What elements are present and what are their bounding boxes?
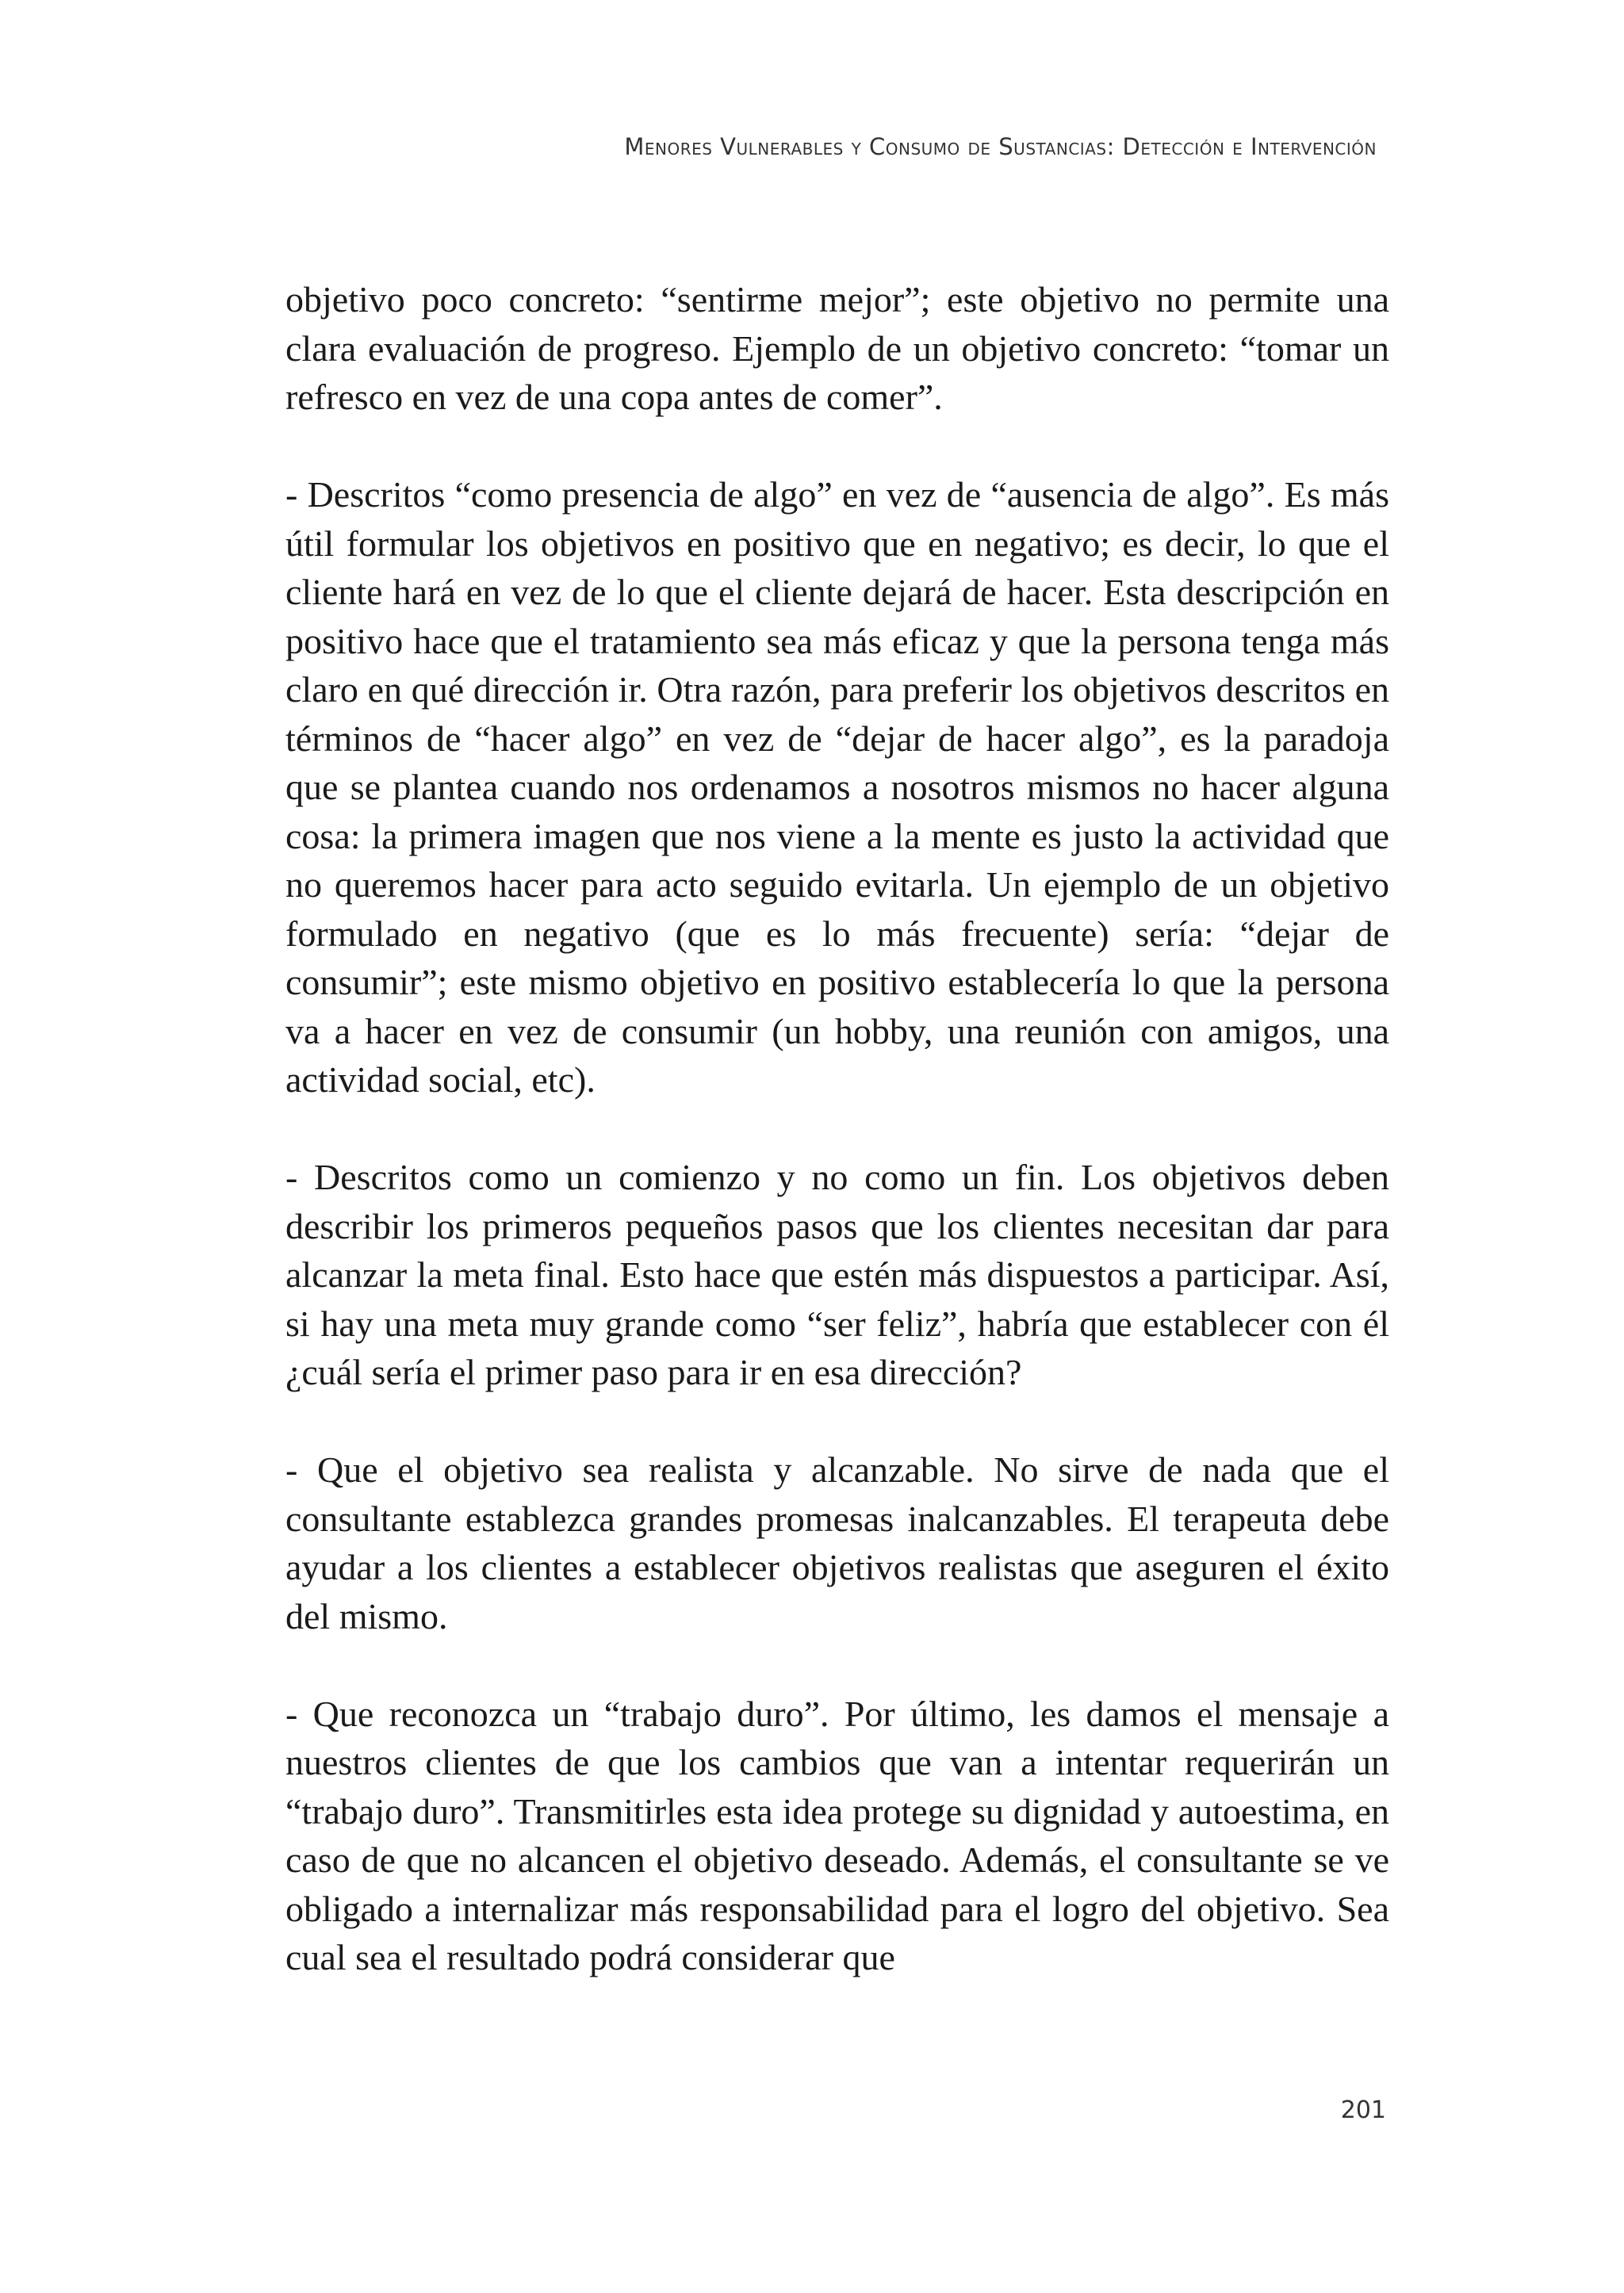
body-text	[285, 275, 1389, 1982]
running-header-title: Menores Vulnerables y Consumo de Sustancias: Detección e Intervención	[624, 133, 1377, 160]
paragraph: objetivo poco concreto: “sentirme mejor”; este objetivo no permite una clara evaluación de progreso. Ejemplo de un objetivo concreto: “tomar un refresco en vez de una copa antes de comer”.	[285, 279, 1389, 417]
paragraph: - Que el objetivo sea realista y alcanzable. No sirve de nada que el consultante establezca grandes promesas inalcanzables. El terapeuta debe ayudar a los clientes a establecer objetivos realistas que aseguren el éxito del mismo.	[285, 1449, 1389, 1636]
page-number: 201	[1340, 2096, 1386, 2124]
paragraph: - Descritos como un comienzo y no como un fin. Los objetivos deben describir los primeros pequeños pasos que los clientes necesitan dar para alcanzar la meta final. Esto hace que estén más dispuestos a participar. Así, si hay una meta muy grande como “ser feliz”, habría que establecer con él ¿cuál sería el primer paso para ir en esa dirección?	[285, 1157, 1389, 1392]
paragraph: - Descritos “como presencia de algo” en vez de “ausencia de algo”. Es más útil formular los objetivos en positivo que en negativo; es decir, lo que el cliente hará en vez de lo que el cliente dejará de hacer. Esta descripción en positivo hace que el tratamiento sea más eficaz y que la persona tenga más claro en qué dirección ir. Otra razón, para preferir los objetivos descritos en términos de “hacer algo” en vez de “dejar de hacer algo”, es la paradoja que se plantea cuando nos ordenamos a nosotros mismos no hacer alguna cosa: la primera imagen que nos viene a la mente es justo la actividad que no queremos hacer para acto seguido evitarla. Un ejemplo de un objetivo formulado en negativo (que es lo más frecuente) sería: “dejar de consumir”; este mismo objetivo en positivo establecería lo que la persona va a hacer en vez de consumir (un hobby, una reunión con amigos, una actividad social, etc).	[285, 474, 1389, 1100]
paragraph: - Que reconozca un “trabajo duro”. Por último, les damos el mensaje a nuestros clientes de que los cambios que van a intentar requerirán un “trabajo duro”. Transmitirles esta idea protege su dignidad y autoestima, en caso de que no alcancen el objetivo deseado. Además, el consultante se ve obligado a internalizar más responsabilidad para el logro del objetivo. Sea cual sea el resultado podrá considerar que	[285, 1693, 1389, 1977]
